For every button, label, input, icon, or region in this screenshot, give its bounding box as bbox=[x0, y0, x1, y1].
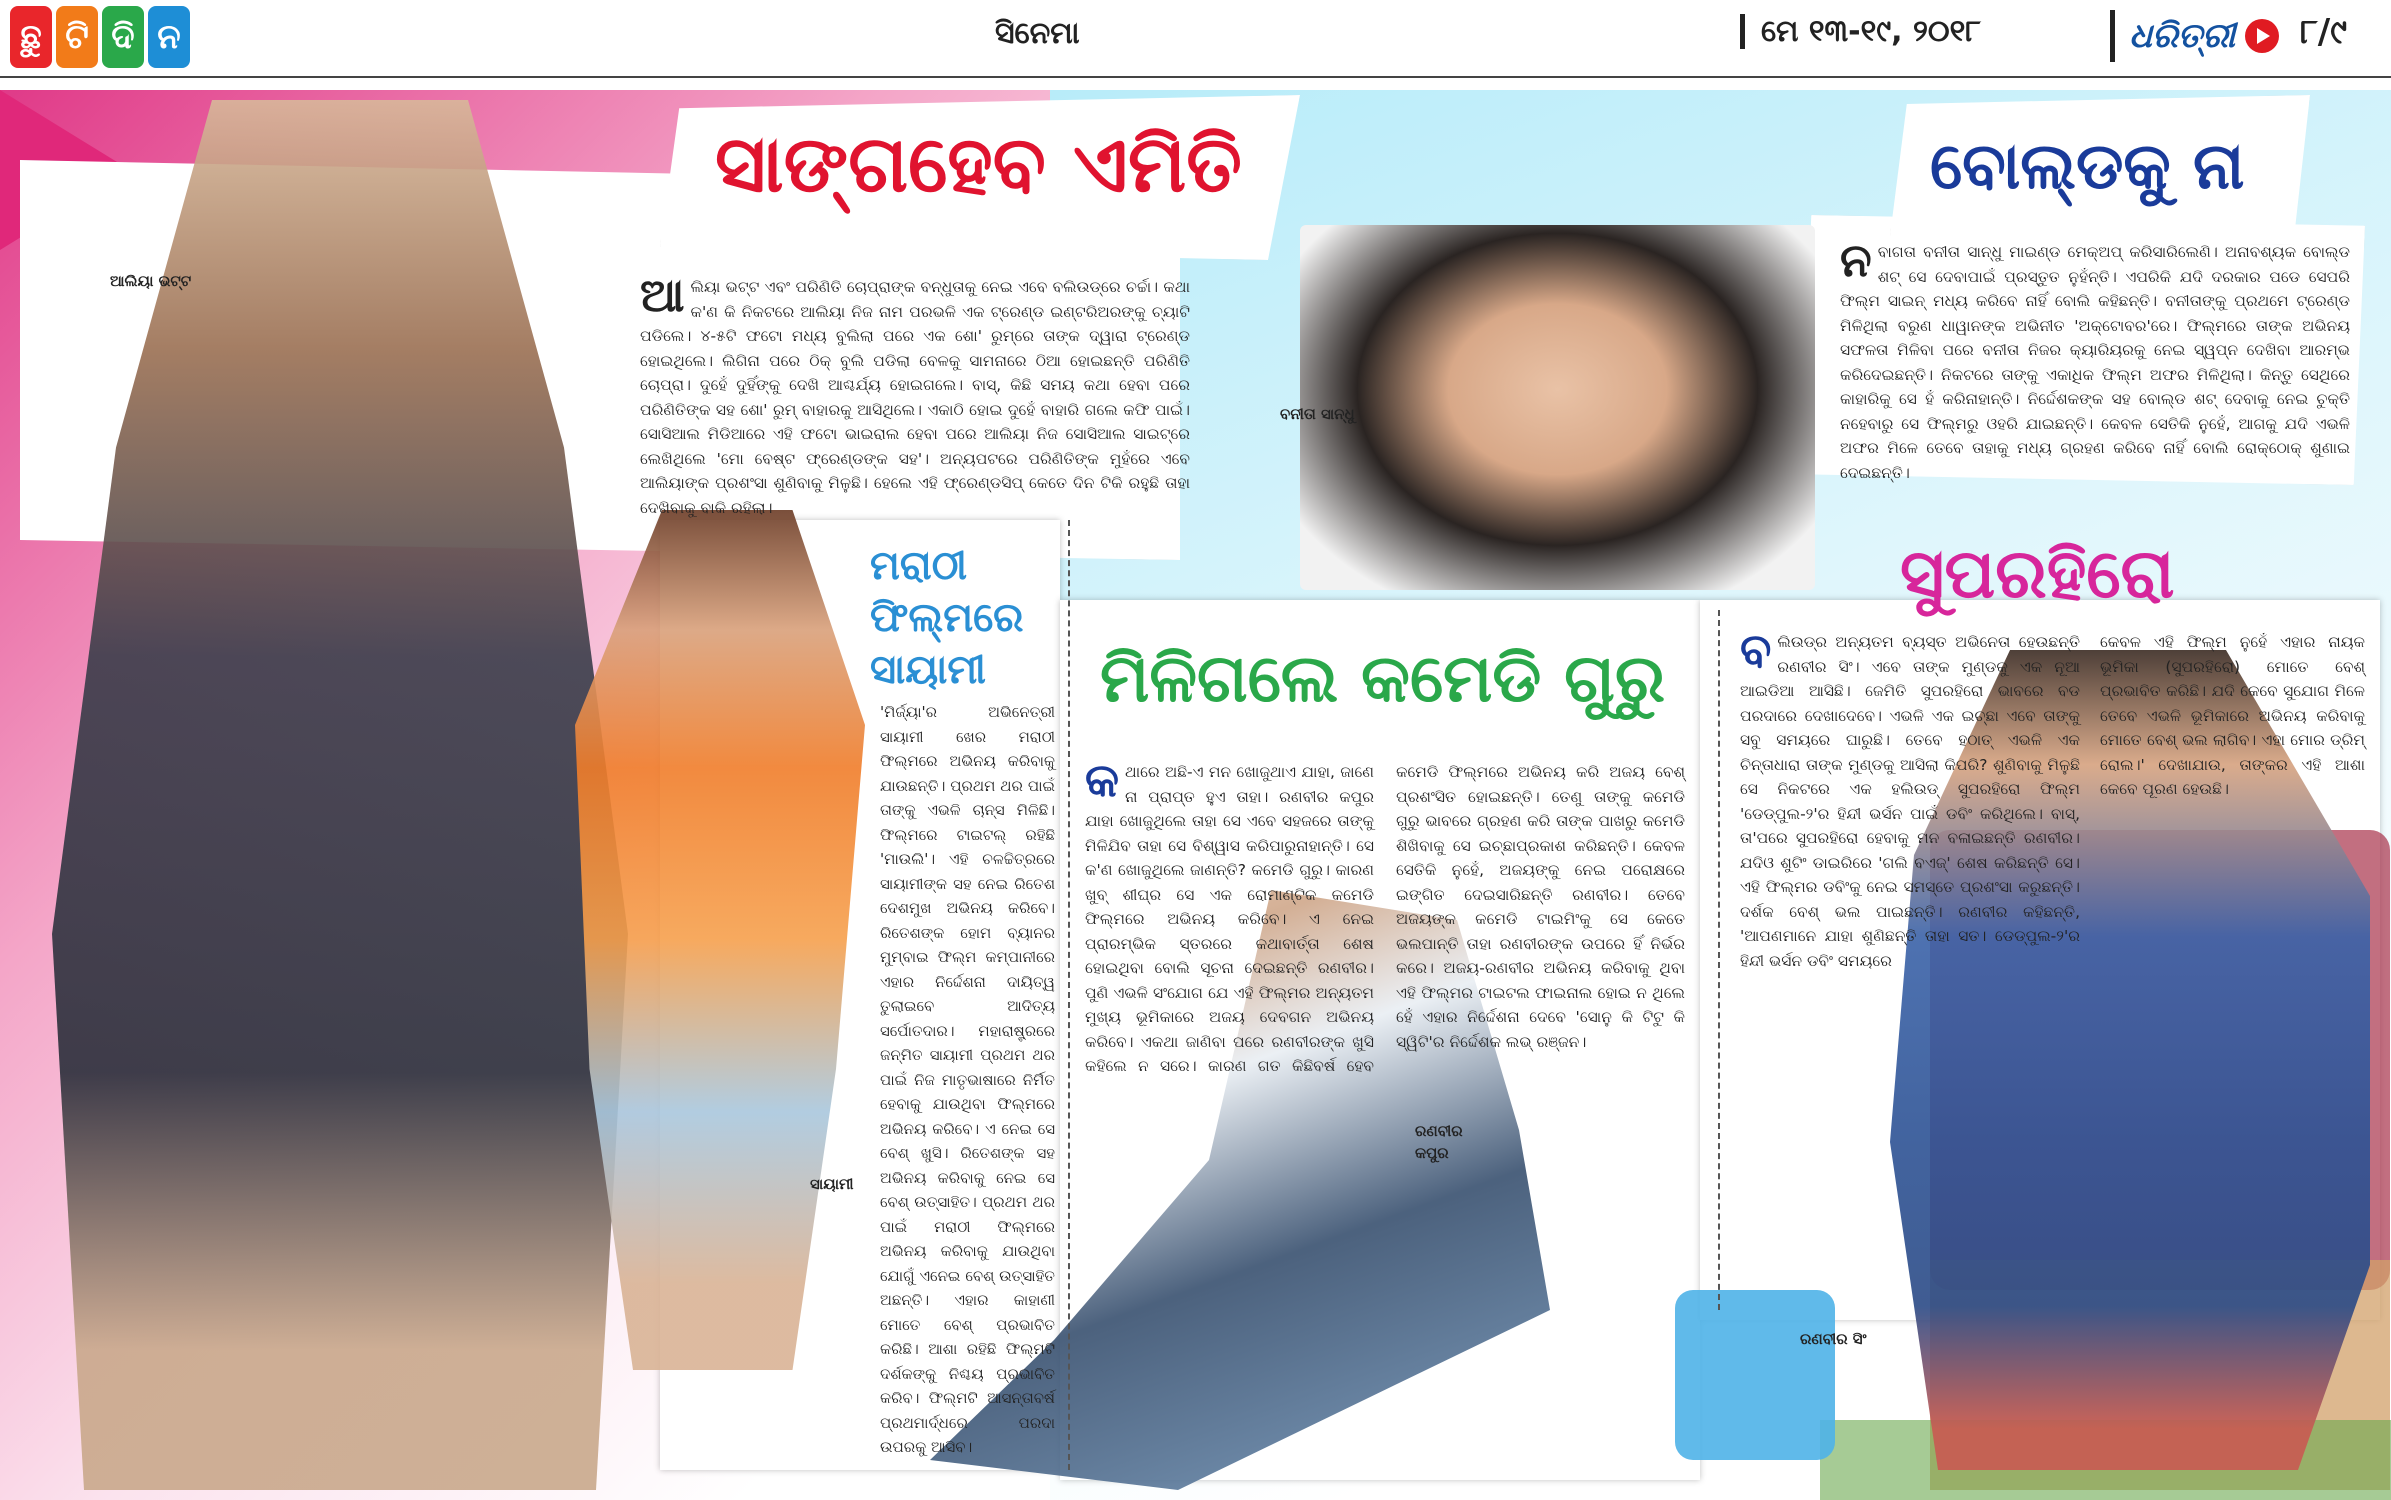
saiyami-article: 'ମିର୍ଜ୍ୟା'ର ଅଭିନେତ୍ରୀ ସାୟାମୀ ଖେର ମରାଠୀ ଫିଲ୍ମରେ ଅଭିନୟ କରିବାକୁ ଯାଉଛନ୍ତି। ପ୍ରଥମ ଥର ପାଇଁ ତାଙ୍କୁ ଏଭଳି ଚାନ୍ସ ମିଳିଛି। ଫିଲ୍ମରେ ଟାଇଟଲ୍ ରହିଛି 'ମାଉଲି'। ଏହି ଚଳଚ୍ଚିତ୍ରରେ ସାୟାମୀଙ୍କ ସହ ନେଇ ରିତେଶ ଦେଶମୁଖ ଅଭିନୟ କରିବେ। ରିତେଶଙ୍କ ହୋମ ବ୍ୟାନର ମୁମ୍ବାଇ ଫିଲ୍ମ କମ୍ପାନୀରେ ଏହାର ନିର୍ଦ୍ଦେଶନା ଦାୟିତ୍ୱ ତୁଲାଇବେ ଆଦିତ୍ୟ ସର୍ପୋତଦାର। ମହାରାଷ୍ଟ୍ରରେ ଜନ୍ମିତ ସାୟାମୀ ପ୍ରଥମ ଥର ପାଇଁ ନିଜ ମାତୃଭାଷାରେ ନିର୍ମିତ ହେବାକୁ ଯାଉଥିବା ଫିଲ୍ମରେ ଅଭିନୟ କରିବେ। ଏ ନେଇ ସେ ବେଶ୍ ଖୁସି। ରିତେଶଙ୍କ ସହ ଅଭିନୟ କରିବାକୁ ନେଇ ସେ ବେଶ୍ ଉତ୍ସାହିତ। ପ୍ରଥମ ଥର ପାଇଁ ମରାଠୀ ଫିଲ୍ମରେ ଅଭିନୟ କରିବାକୁ ଯାଉଥିବା ଯୋଗୁଁ ଏନେଇ ବେଶ୍ ଉତ୍ସାହିତ ଅଛନ୍ତି। ଏହାର କାହାଣୀ ମୋତେ ବେଶ୍ ପ୍ରଭାବିତ କରିଛି। ଆଶା ରହିଛି ଫିଲ୍ମଟି ଦର୍ଶକଙ୍କୁ ନିଶ୍ଚୟ ପ୍ରଭାବିତ କରିବ। ଫିଲ୍ମଟି ଆସନ୍ତାବର୍ଷ ପ୍ରଥମାର୍ଦ୍ଧରେ ପରଦା ଉପରକୁ ଆସିବ। bbox=[880, 703, 1055, 1456]
headline-line: ମରାଠୀ bbox=[870, 543, 968, 589]
ranveer-article-continued: କେବଳ ଏହି ଫିଲ୍ମ ନୁହେଁ ଏହାର ନାୟକ ଭୂମିକା (ସୁପରହିରୋ) ମୋତେ ବେଶ୍ ପ୍ରଭାବିତ କରିଛି। ଯଦି କେବେ ସୁଯୋଗ ମିଳେ ତେବେ ଏଭଳି ଭୂମିକାରେ ଅଭିନୟ କରିବାକୁ ମୋତେ ବେଶ୍ ଭଲ ଲାଗିବ। ଏହା ମୋର ଡ୍ରିମ୍ ରୋଲ।' ଦେଖାଯାଉ, ତାଙ୍କର ଏହି ଆଶା କେବେ ପୂରଣ ହେଉଛି। bbox=[2100, 633, 2365, 798]
alia-caption: ଆଲିୟା ଭଟ୍ଟ bbox=[110, 272, 192, 290]
logo-letter: ଛୁ bbox=[10, 6, 52, 68]
speech-bubble-image bbox=[1675, 1290, 1835, 1460]
page-number: ୮/୯ bbox=[2300, 12, 2348, 52]
drop-cap: ଆ bbox=[640, 268, 685, 322]
masthead bbox=[0, 0, 2391, 78]
logo-letter: ଟି bbox=[56, 6, 98, 68]
alia-headline: ସାଙ୍ଗହେବ ଏମିତି bbox=[715, 120, 1242, 210]
column-divider bbox=[1068, 520, 1070, 1470]
ranveer-headline: ସୁପରହିରୋ bbox=[1900, 535, 2175, 614]
headline-line: ସାୟାମୀ bbox=[870, 647, 986, 693]
ranveer-caption: ରଣବୀର ସିଂ bbox=[1800, 1330, 1867, 1348]
saiyami-caption: ସାୟାମୀ bbox=[810, 1175, 854, 1193]
banita-headline: ବୋଲ୍ଡକୁ ନା bbox=[1930, 130, 2245, 204]
banita-article bbox=[1840, 233, 2350, 482]
section-title: ସିନେମା bbox=[995, 16, 1080, 51]
banita-caption: ବନୀତା ସାନ୍ଧୁ bbox=[1280, 405, 1355, 423]
ranbir-caption: ରଣବୀର କପୁର bbox=[1415, 1122, 1463, 1162]
article-body: ଲିଉଡ୍‌ର ଅନ୍ୟତମ ବ୍ୟସ୍ତ ଅଭିନେତା ହେଉଛନ୍ତି ରଣବୀର ସିଂ। ଏବେ ତାଙ୍କ ମୁଣ୍ଡକୁ ଏକ ନୂଆ ଆଇଡିଆ ଆସିଛି। ଜେମିତି ସୁପରହିରୋ ଭାବରେ ବଡ ପରଦାରେ ଦେଖାଦେବେ। ଏଭଳି ଏକ ଇଚ୍ଛା ଏବେ ତାଙ୍କୁ ସବୁ ସମୟରେ ଘାରୁଛି। ତେବେ ହଠାତ୍ ଏଭଳି ଏକ ଚିନ୍ତାଧାରା ତାଙ୍କ ମୁଣ୍ଡକୁ ଆସିଲା କିପରି? ଶୁଣିବାକୁ ମିଳୁଛି ସେ ନିକଟରେ ଏକ ହଲିଉଡ୍ ସୁପରହିରୋ ଫିଲ୍ମ 'ଡେଡ୍‌ପୁଲ-୨'ର ହିନ୍ଦୀ ଭର୍ସନ ପାଇଁ ଡବିଂ କରିଥିଲେ। ବାସ୍, ତା'ପରେ ସୁପରହିରୋ ହେବାକୁ ମନ ବଳାଇଛନ୍ତି ରଣବୀର। ଯଦିଓ ଶୁଟିଂ ଡାଇରିରେ 'ଗଲି ବଏଜ୍' ଶେଷ କରିଛନ୍ତି ସେ। ଏହି ଫିଲ୍ମର ଡବିଂକୁ ନେଇ ସମସ୍ତେ ପ୍ରଶଂସା କରୁଛନ୍ତି। ଦର୍ଶକ ବେଶ୍ ଭଲ ପାଇଛନ୍ତି। ରଣବୀର କହିଛନ୍ତି, 'ଆପଣମାନେ ଯାହା ଶୁଣିଛନ୍ତି ତାହା ସତ। ଡେଡ୍‌ପୁଲ-୨'ର ହିନ୍ଦୀ ଭର୍ସନ ଡବିଂ ସମୟରେ bbox=[1740, 633, 2080, 970]
article-body: ଥାରେ ଅଛି-ଏ ମନ ଖୋଜୁଥାଏ ଯାହା, ଜାଣେ ନା ପ୍ରାପ୍ତ ହୁଏ ତାହା। ରଣବୀର କପୁର ଯାହା ଖୋଜୁଥିଲେ ତାହା ସେ ଏବେ ସହଜରେ ତାଙ୍କୁ ମିଳିଯିବ ତାହା ସେ ବିଶ୍ୱାସ କରିପାରୁନାହାନ୍ତି। ସେ କ'ଣ ଖୋଜୁଥିଲେ ଜାଣନ୍ତି? କମେଡି ଗୁରୁ। କାରଣ ଖୁବ୍ ଶୀଘ୍ର ସେ ଏକ ରୋମାଣ୍ଟିକ କମେଡି ଫିଲ୍ମରେ ଅଭିନୟ କରିବେ। ଏ ନେଇ ପ୍ରାରମ୍ଭିକ ସ୍ତରରେ କଥାବାର୍ତ୍ତା ଶେଷ ହୋଇଥିବା ବୋଲି ସୂଚନା ଦେଇଛନ୍ତି ରଣବୀର। ପୁଣି ଏଭଳି ସଂଯୋଗ ଯେ ଏହି ଫିଲ୍ମର ଅନ୍ୟତମ ମୁଖ୍ୟ ଭୂମିକାରେ ଅଜୟ ଦେବଗନ ଅଭିନୟ କରିବେ। ଏକଥା ଜାଣିବା ପରେ ରଣବୀରଙ୍କ ଖୁସି କହିଲେ ନ ସରେ। କାରଣ ଗତ କିଛିବର୍ଷ ହେବ କମେଡି ଫିଲ୍ମରେ ଅଭିନୟ କରି ଅଜୟ ବେଶ୍ ପ୍ରଶଂସିତ ହୋଇଛନ୍ତି। ତେଣୁ ତାଙ୍କୁ କମେଡି ଗୁରୁ ଭାବରେ ଗ୍ରହଣ କରି ତାଙ୍କ ପାଖରୁ କମେଡି ଶିଖିବାକୁ ସେ ଇଚ୍ଛାପ୍ରକାଶ କରିଛନ୍ତି। କେବଳ ସେତିକି ନୁହେଁ, ଅଜୟଙ୍କୁ ନେଇ ପରୋକ୍ଷରେ ଇଙ୍ଗିତ ଦେଇସାରିଛନ୍ତି ରଣବୀର। ତେବେ ଅଜୟଙ୍କ କମେଡି ଟାଇମିଂକୁ ସେ କେତେ ଭଲପାନ୍ତି ତାହା ରଣବୀରଙ୍କ ଉପରେ ହିଁ ନିର୍ଭର କରେ। ଅଜୟ-ରଣବୀର ଅଭିନୟ କରିବାକୁ ଥିବା ଏହି ଫିଲ୍ମର ଟାଇଟଲ ଫାଇନାଲ ହୋଇ ନ ଥିଲେ ହେଁ ଏହାର ନିର୍ଦ୍ଦେଶନା ଦେବେ 'ସୋନୁ କି ଟିଟୁ କି ସ୍ୱିଟି'ର ନିର୍ଦ୍ଦେଶକ ଲଭ୍ ରଞ୍ଜନ। bbox=[1085, 763, 1685, 1075]
drop-cap: କ bbox=[1085, 753, 1119, 807]
alia-article bbox=[640, 268, 1190, 517]
issue-date: ମେ ୧୩-୧୯, ୨୦୧୮ bbox=[1740, 14, 1981, 49]
ranveer-article bbox=[1740, 623, 2080, 1310]
banita-photo bbox=[1300, 225, 1815, 590]
article-body: ବାଗତା ବନୀତା ସାନ୍ଧୁ ମାଇଣ୍ଡ ମେକ୍‌ଅପ୍ କରିସାରିଲେଣି। ଅନାବଶ୍ୟକ ବୋଲ୍ଡ ଶଟ୍ ସେ ଦେବାପାଇଁ ପ୍ରସ୍ତୁତ ନୁହଁନ୍ତି। ଏପରିକି ଯଦି ଦରକାର ପଡେ ସେପରି ଫିଲ୍ମ ସାଇନ୍ ମଧ୍ୟ କରିବେ ନାହିଁ ବୋଲି କହିଛନ୍ତି। ବନୀତାଙ୍କୁ ପ୍ରଥମେ ଟ୍ରେଣ୍ଡ ମିଳିଥିଲା ବରୁଣ ଧାୱାନଙ୍କ ଅଭିନୀତ 'ଅକ୍ଟୋବର'ରେ। ଫିଲ୍ମରେ ତାଙ୍କ ଅଭିନୟ ସଫଳତା ମିଳିବା ପରେ ବନୀତା ନିଜର କ୍ୟାରିୟରକୁ ନେଇ ସ୍ୱପ୍ନ ଦେଖିବା ଆରମ୍ଭ କରିଦେଇଛନ୍ତି। ନିକଟରେ ତାଙ୍କୁ ଏକାଧିକ ଫିଲ୍ମ ଅଫର ମିଳିଥିଲା। କିନ୍ତୁ ସେଥିରେ କାହାରିକୁ ସେ ହଁ କରିନାହାନ୍ତି। ନିର୍ଦ୍ଦେଶକଙ୍କ ସହ ବୋଲ୍ଡ ଶଟ୍ ଦେବାକୁ ନେଇ ଚୁକ୍ତି ନହେବାରୁ ସେ ଫିଲ୍ମରୁ ଓହରି ଯାଇଛନ୍ତି। କେବଳ ସେତିକି ନୁହେଁ, ଆଗକୁ ଯଦି ଏଭଳି ଅଫର ମିଳେ ତେବେ ତାହାକୁ ମଧ୍ୟ ଗ୍ରହଣ କରିବେ ନାହିଁ ବୋଲି ରୋକ୍‌ଠୋକ୍ ଶୁଣାଇ ଦେଇଛନ୍ତି। bbox=[1840, 243, 2350, 482]
section-logo bbox=[10, 6, 190, 68]
ranbir-headline: ମିଳିଗଲେ କମେଡି ଗୁରୁ bbox=[1100, 640, 1665, 717]
article-body: ଲିୟା ଭଟ୍ଟ ଏବଂ ପରିଣିତି ଚୋପ୍ରାଙ୍କ ବନ୍ଧୁତାକୁ ନେଇ ଏବେ ବଲିଉଡ୍‌ରେ ଚର୍ଚ୍ଚା। କଥା କ'ଣ କି ନିକଟରେ ଆଲିୟା ନିଜ ନାମ ପରଭଳି ଏକ ଟ୍ରେଣ୍ଡ ଇଣ୍ଟରିଅରଙ୍କୁ ଚ୍ୟାଟି ପଡିଲେ। ୪-୫ଟି ଫଟୋ ମଧ୍ୟ ବୁଲିଲା ପରେ ଏକ ଶୋ' ରୁମ୍‌ରେ ତାଙ୍କ ଦ୍ୱାରା ଟ୍ରେଣ୍ଡ ହୋଇଥିଲେ। ଲିଗିନା ପରେ ଠିକ୍ ବୁଲି ପଡିଲା ବେଳକୁ ସାମନାରେ ଠିଆ ହୋଇଛନ୍ତି ପରିଣିତି ଚୋପ୍ରା। ଦୁହେଁ ଦୁହିଁଙ୍କୁ ଦେଖି ଆଶ୍ଚର୍ଯ୍ୟ ହୋଇଗଲେ। ବାସ୍, କିଛି ସମୟ କଥା ହେବା ପରେ ପରିଣିତିଙ୍କ ସହ ଶୋ' ରୁମ୍ ବାହାରକୁ ଆସିଥିଲେ। ଏକାଠି ହୋଇ ଦୁହେଁ ବାହାରି ଗଲେ କଫି ପାଇଁ। ସୋସିଆଲ ମିଡିଆରେ ଏହି ଫଟୋ ଭାଇରାଲ ହେବା ପରେ ଆଲିୟା ନିଜ ସୋସିଆଲ ସାଇଟ୍‌ରେ ଲେଖିଥିଲେ 'ମୋ ବେଷ୍ଟ ଫ୍ରେଣ୍ଡଙ୍କ ସହ'। ଅନ୍ୟପଟରେ ପରିଣିତିଙ୍କ ମୁହଁରେ ଏବେ ଆଲିୟାଙ୍କ ପ୍ରଶଂସା ଶୁଣିବାକୁ ମିଳୁଛି। ହେଲେ ଏହି ଫ୍ରେଣ୍ଡସିପ୍ କେତେ ଦିନ ଟିକି ରହୁଛି ତାହା ଦେଖିବାକୁ ବାକି ରହିଲା। bbox=[640, 278, 1190, 517]
logo-letter: ନ bbox=[148, 6, 190, 68]
drop-cap: ନ bbox=[1840, 233, 1872, 287]
column-divider bbox=[1718, 610, 1720, 1310]
logo-letter: ଦି bbox=[102, 6, 144, 68]
headline-line: ଫିଲ୍ମରେ bbox=[870, 595, 1024, 641]
publication-brand bbox=[2110, 10, 2293, 62]
play-icon bbox=[2245, 19, 2279, 53]
drop-cap: ବ bbox=[1740, 623, 1772, 677]
saiyami-headline bbox=[870, 540, 1023, 696]
brand-name: ଧରିତ୍ରୀ bbox=[2129, 16, 2236, 56]
ranbir-article bbox=[1085, 753, 1685, 1100]
